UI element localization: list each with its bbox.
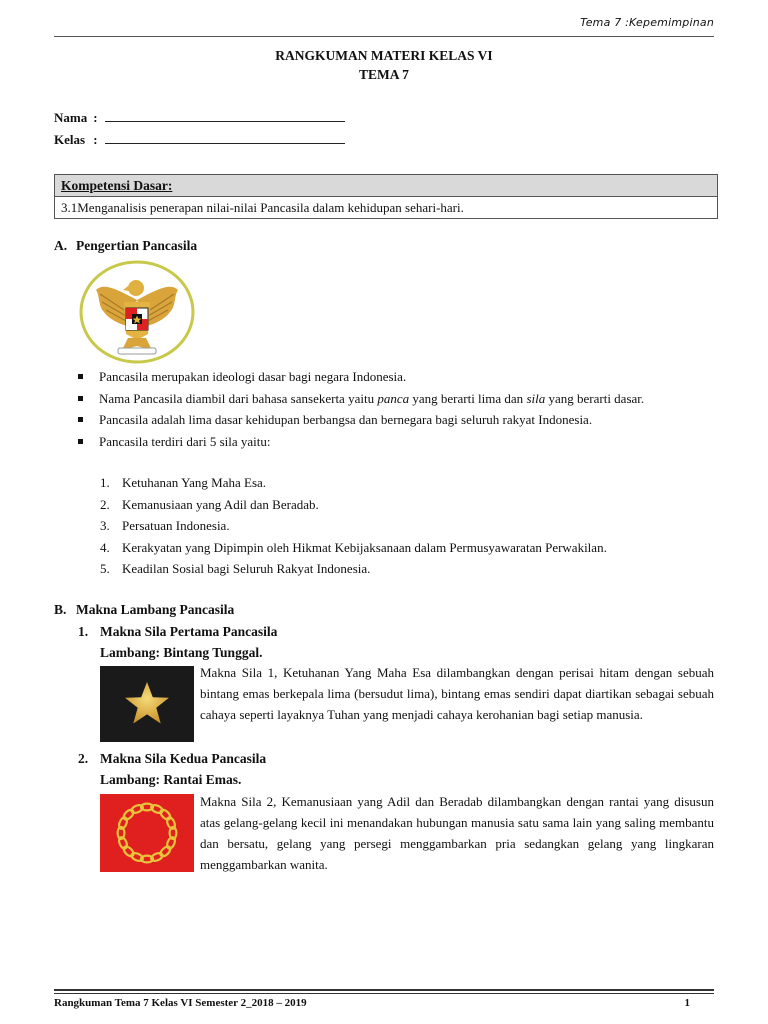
bullet-square-icon <box>78 439 83 444</box>
field-kelas-sep: : <box>93 132 98 147</box>
footer-divider-thin <box>54 993 714 994</box>
sila-text: Kerakyatan yang Dipimpin oleh Hikmat Kebijaksanaan dalam Permusyawaratan Perwakilan. <box>122 539 607 555</box>
star-icon <box>100 666 194 742</box>
sila2-symbol <box>100 794 194 872</box>
sila-item <box>100 494 716 516</box>
kompetensi-box <box>54 174 718 219</box>
sila1-symbol <box>100 666 194 742</box>
sila1-number: 1. <box>78 624 89 639</box>
bullet-square-icon <box>78 374 83 379</box>
sila-text: Ketuhanan Yang Maha Esa. <box>122 475 267 490</box>
field-kelas-label: Kelas <box>54 132 86 147</box>
section-b-heading <box>54 602 234 618</box>
header-tag: Tema 7 :Kepemimpinan <box>580 16 714 29</box>
sila-text: Kemanusiaan yang Adil dan Beradab. <box>122 496 319 512</box>
bullet-text: Pancasila terdiri dari 5 sila yaitu: <box>99 433 271 449</box>
section-a-heading <box>54 238 197 254</box>
sila2-number: 2. <box>78 751 89 766</box>
sila-number: 4. <box>100 539 110 555</box>
sila-item <box>100 515 716 537</box>
garuda-emblem <box>78 260 196 364</box>
bullet-text: yang berarti lima dan <box>409 390 527 406</box>
bullet-term-sila: sila <box>526 390 546 406</box>
field-kelas-blank <box>105 133 345 144</box>
field-kelas <box>54 132 345 148</box>
list-item <box>78 409 716 431</box>
section-b-title: Makna Lambang Pancasila <box>76 602 235 617</box>
sila2-title: Makna Sila Kedua Pancasila <box>100 751 267 766</box>
header-divider <box>54 36 714 37</box>
kompetensi-text: 3.1Menganalisis penerapan nilai-nilai Pancasila dalam kehidupan sehari-hari. <box>61 200 464 215</box>
document-subtitle: TEMA 7 <box>359 67 409 82</box>
bullet-square-icon <box>78 396 83 401</box>
sila-text: Persatuan Indonesia. <box>122 518 230 533</box>
chain-link <box>159 808 172 821</box>
chain-icon <box>100 794 194 872</box>
sila1-lambang: Lambang: Bintang Tunggal. <box>100 645 263 660</box>
sila1-description: Makna Sila 1, Ketuhanan Yang Maha Esa dilambangkan dengan perisai hitam dengan sebuah bintang emas berkepala lima (bersudut lima), bintang emas sendiri dapat diartikan sebagai sebuah cahaya seperti layaknya Tuhan yang menjadi cahaya kerohanian bagi setiap manusia. <box>200 665 714 722</box>
footer-divider <box>54 989 714 991</box>
section-b-letter: B. <box>54 602 67 617</box>
section-a-title: Pengertian Pancasila <box>76 238 198 253</box>
bullet-square-icon <box>78 417 83 422</box>
page-number: 1 <box>684 997 690 1009</box>
sila-number: 3. <box>100 518 110 533</box>
footer-text: Rangkuman Tema 7 Kelas VI Semester 2_2018 – 2019 <box>54 997 307 1009</box>
bullet-text: Pancasila merupakan ideologi dasar bagi negara Indonesia. <box>99 369 407 384</box>
sila-item <box>100 537 716 559</box>
sila-item <box>100 558 716 580</box>
bullet-text: Pancasila adalah lima dasar kehidupan berbangsa dan bernegara bagi seluruh rakyat Indonesia. <box>99 412 593 427</box>
section-a-bullets <box>78 366 716 452</box>
kompetensi-heading: Kompetensi Dasar: <box>55 175 717 197</box>
bullet-text: Nama Pancasila diambil dari bahasa sansekerta yaitu <box>99 390 378 406</box>
section-a-letter: A. <box>54 238 68 253</box>
sila-list <box>100 472 716 580</box>
list-item <box>78 388 716 410</box>
sila-number: 1. <box>100 475 110 490</box>
sila-item <box>100 472 716 494</box>
sila1-heading <box>78 624 277 640</box>
list-item <box>78 366 716 388</box>
field-nama-blank <box>105 111 345 122</box>
list-item <box>78 431 716 453</box>
bullet-text: yang berarti dasar. <box>545 390 645 406</box>
garuda-icon <box>78 260 196 364</box>
field-nama <box>54 110 345 126</box>
sila2-description: Makna Sila 2, Kemanusiaan yang Adil dan Beradab dilambangkan dengan rantai yang disusun atas gelang-gelang kecil ini menandakan hubungan manusia satu sama lain yang saling membantu dan bersatu, gelang yang persegi menggambarkan pria sedangkan gelang yang lingkaran menggambarkan wanita. <box>200 794 714 872</box>
field-nama-sep: : <box>93 110 98 125</box>
chain-link <box>122 808 135 821</box>
field-nama-label: Nama <box>54 110 88 125</box>
chain-link <box>166 816 177 830</box>
sila-number: 2. <box>100 496 110 512</box>
sila-text: Keadilan Sosial bagi Seluruh Rakyat Indonesia. <box>122 561 371 576</box>
chain-link <box>122 845 135 858</box>
bullet-term-panca: panca <box>377 390 410 406</box>
sila2-lambang: Lambang: Rantai Emas. <box>100 772 242 787</box>
sila2-heading <box>78 751 266 767</box>
chain-link <box>159 845 172 858</box>
document-title: RANGKUMAN MATERI KELAS VI <box>275 48 493 63</box>
sila1-title: Makna Sila Pertama Pancasila <box>100 624 278 639</box>
sila-number: 5. <box>100 561 110 576</box>
